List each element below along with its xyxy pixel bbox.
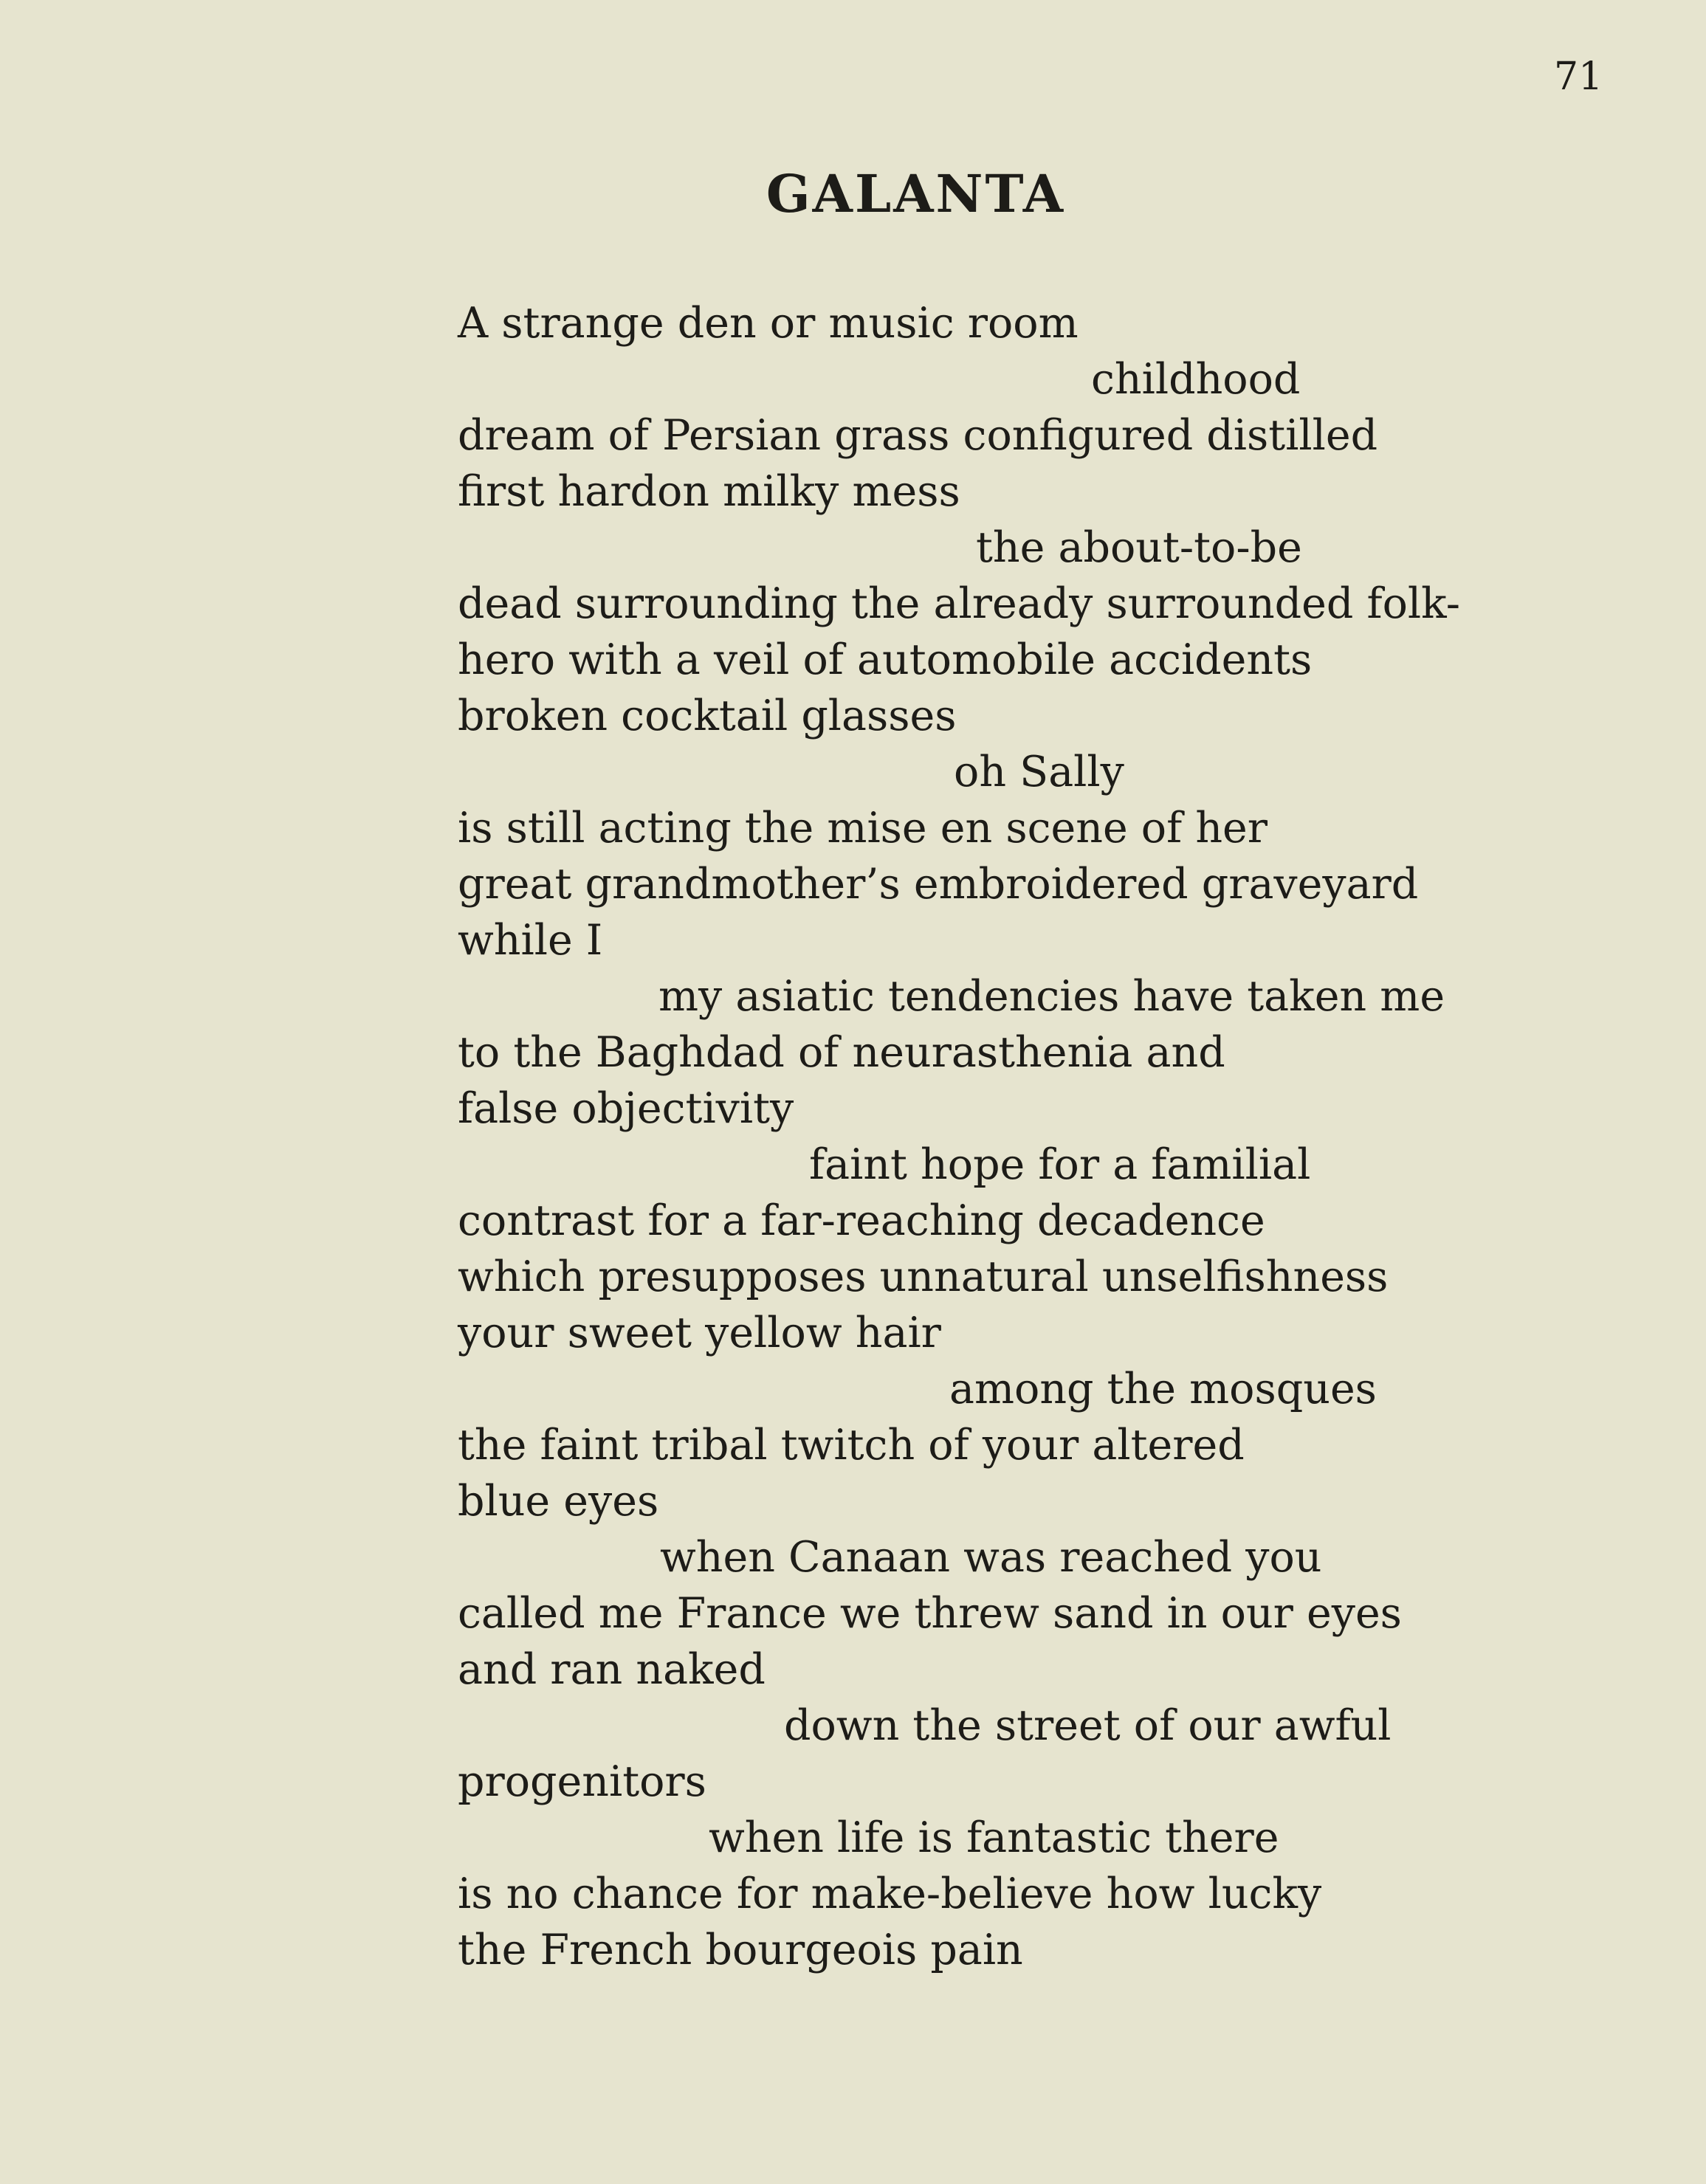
- poem-line: which presupposes unnatural unselfishness: [458, 1253, 1389, 1301]
- poem-body: [458, 295, 1668, 1978]
- poem-line: great grandmother’s embroidered graveyard: [458, 860, 1419, 909]
- poem-line: the French bourgeois pain: [458, 1926, 1023, 1974]
- poem-line: contrast for a far-reaching decadence: [458, 1196, 1265, 1245]
- poem-line: dream of Persian grass configured distilled: [458, 411, 1378, 460]
- poem-line: childhood: [1091, 355, 1301, 404]
- poem-line: dead surrounding the already surrounded folk-: [458, 579, 1460, 628]
- poem-line: called me France we threw sand in our eyes: [458, 1589, 1402, 1638]
- poem-line: while I: [458, 916, 603, 965]
- poem-line: your sweet yellow hair: [458, 1309, 941, 1357]
- poem-line: is still acting the mise en scene of her: [458, 804, 1268, 852]
- poem-line: the faint tribal twitch of your altered: [458, 1421, 1245, 1470]
- poem-line: my asiatic tendencies have taken me: [658, 972, 1445, 1021]
- poem-line: hero with a veil of automobile accidents: [458, 635, 1313, 684]
- poem-line: is no chance for make-believe how lucky: [458, 1870, 1322, 1918]
- poem-line: progenitors: [458, 1757, 706, 1806]
- poem-line: A strange den or music room: [458, 299, 1079, 348]
- poem-line: among the mosques: [949, 1365, 1377, 1413]
- poem-line: when life is fantastic there: [709, 1813, 1279, 1862]
- poem-line: the about-to-be: [976, 523, 1302, 572]
- poem-title: GALANTA: [766, 163, 1066, 224]
- poem-line: to the Baghdad of neurasthenia and: [458, 1028, 1225, 1077]
- poem-line: first hardon milky mess: [458, 467, 960, 516]
- poem-line: blue eyes: [458, 1477, 659, 1526]
- poem-line: broken cocktail glasses: [458, 692, 957, 740]
- poem-line: and ran naked: [458, 1645, 766, 1694]
- poem-line: false objectivity: [458, 1084, 794, 1133]
- poem-line: oh Sally: [954, 748, 1124, 796]
- page-number: 71: [1554, 55, 1603, 99]
- poem-line: when Canaan was reached you: [660, 1533, 1322, 1582]
- poem-line: faint hope for a familial: [809, 1140, 1311, 1189]
- poem-line: down the street of our awful: [784, 1701, 1392, 1750]
